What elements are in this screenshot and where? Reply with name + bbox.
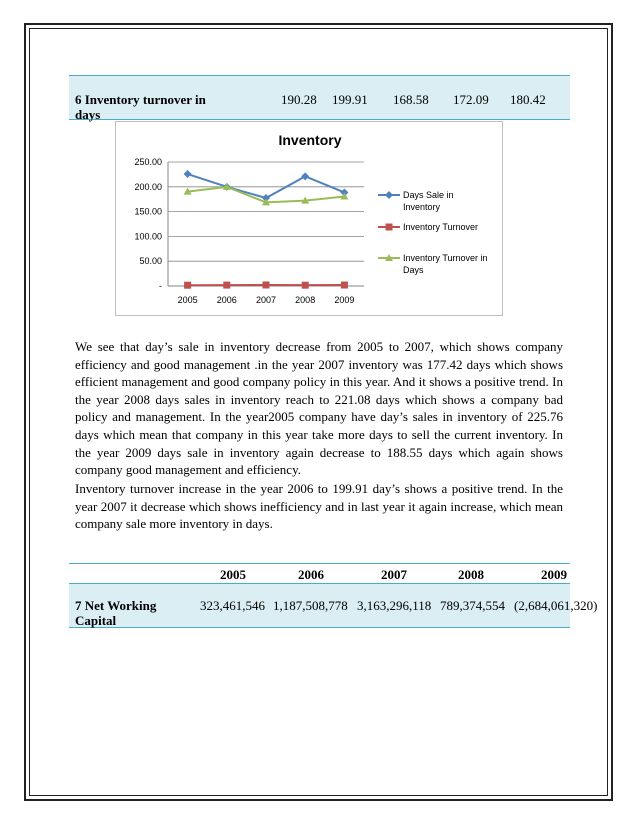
y-tick-label: 250.00 <box>134 157 162 167</box>
inventory-chart <box>115 121 503 316</box>
data-point <box>302 282 309 289</box>
legend-marker <box>386 224 393 231</box>
y-tick-label: 200.00 <box>134 181 162 192</box>
value-2009: 180.42 <box>510 92 546 107</box>
legend-label: Inventory Turnover <box>403 222 479 232</box>
net-working-capital-row <box>69 583 598 628</box>
analysis-paragraph-days-sale: We see that day’s sale in inventory decrease from 2005 to 2007, which shows company efficiency and good management .in the year 2007 inventory was 177.42 days which shows efficient management and good company policy in this year. And it shows a positive trend. In the year 2008 days sales in inventory reach to 221.08 days which shows a company bad policy and management. In the year2005 company have day’s sales in inventory of 225.76 days which mean that company in this year take more days to sell the current inventory. In the year 2009 days sale in inventory again decrease to 188.55 days which again shows company good management and efficiency. <box>75 339 563 478</box>
value-2008: 172.09 <box>453 92 489 107</box>
data-point <box>263 281 270 288</box>
value-2008: 789,374,554 <box>440 598 505 613</box>
x-tick-label: 2008 <box>295 295 316 305</box>
row-label: 7 Net Working Capital <box>75 598 157 628</box>
value-2009: (2,684,061,320) <box>514 598 598 613</box>
analysis-paragraph-turnover: Inventory turnover increase in the year 2006 to 199.91 day’s shows a positive trend. In the year 2007 it decrease which shows inefficiency and in last year it again increase, which mean company sale more inventory in days. <box>75 481 563 532</box>
data-point <box>301 172 309 180</box>
value-2006: 1,187,508,778 <box>273 598 348 613</box>
year-header-2007: 2007 <box>381 567 407 582</box>
legend-label: Inventory Turnover in Days <box>403 253 488 275</box>
x-tick-label: 2005 <box>177 295 198 305</box>
years-header-row <box>69 563 570 583</box>
legend-marker <box>385 191 393 199</box>
data-point <box>223 282 230 289</box>
data-point <box>341 282 348 289</box>
x-tick-label: 2006 <box>216 295 237 305</box>
x-tick-label: 2007 <box>255 295 277 305</box>
year-header-2006: 2006 <box>298 567 324 582</box>
data-point <box>184 170 192 178</box>
year-header-2005: 2005 <box>220 567 246 582</box>
value-2005: 190.28 <box>281 92 317 107</box>
year-header-2008: 2008 <box>458 567 484 582</box>
x-tick-label: 2009 <box>334 295 355 305</box>
legend-label: Days Sale in Inventory <box>403 190 454 212</box>
value-2006: 199.91 <box>332 92 368 107</box>
inventory-turnover-row <box>69 75 570 120</box>
chart-title: Inventory <box>278 132 342 148</box>
value-2005: 323,461,546 <box>200 598 265 613</box>
y-tick-label: - <box>159 281 162 291</box>
chart-canvas <box>116 122 504 317</box>
y-tick-label: 100.00 <box>134 231 162 242</box>
data-point <box>184 282 191 289</box>
value-2007: 3,163,296,118 <box>357 598 432 613</box>
year-header-2009: 2009 <box>541 567 567 582</box>
y-tick-label: 150.00 <box>134 206 162 217</box>
row-label: 6 Inventory turnover in days <box>75 92 206 122</box>
y-tick-label: 50.00 <box>139 256 162 267</box>
value-2007: 168.58 <box>393 92 429 107</box>
